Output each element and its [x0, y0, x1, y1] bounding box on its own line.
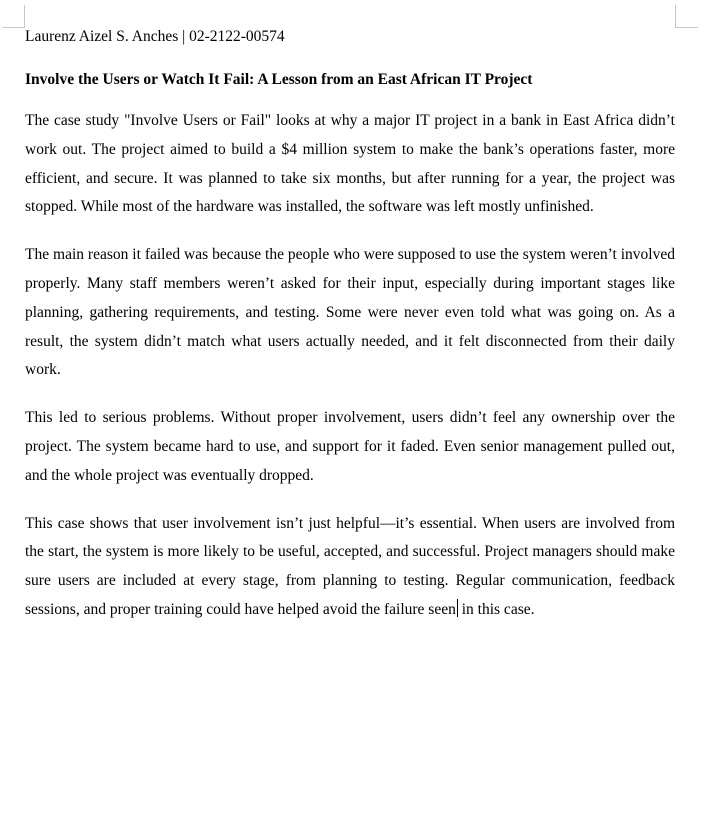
crop-mark-top-right [675, 5, 698, 28]
paragraph-4-text-end: in this case. [457, 600, 535, 618]
paragraph-4-text-start: This case shows that user involvement isn’t just helpful—it’s essential. When users are involved from the start, the system is more likely to be useful, accepted, and successful. Project managers should make sure users are included at every stage, from planning to testing. Regular communication, feedback sessions, and proper training could have helped avoid the failure seen [25, 514, 675, 618]
document-page[interactable] [25, 26, 675, 625]
paragraph-2: The main reason it failed was because the people who were supposed to use the system weren’t involved properly. Many staff members weren’t asked for their input, especially during important stages like planning, gathering requirements, and testing. Some were never even told what was going on. As a result, the system didn’t match what users actually needed, and it felt disconnected from their daily work. [25, 246, 675, 379]
document-title: Involve the Users or Watch It Fail: A Lesson from an East African IT Project [25, 71, 533, 88]
paragraph-4 [25, 510, 675, 625]
paragraph-1: The case study "Involve Users or Fail" looks at why a major IT project in a bank in East Africa didn’t work out. The project aimed to build a $4 million system to make the bank’s operations faster, more efficient, and secure. It was planned to take six months, but after running for a year, the project was stopped. While most of the hardware was installed, the software was left mostly unfinished. [25, 112, 675, 216]
paragraph-3: This led to serious problems. Without proper involvement, users didn’t feel any ownership over the project. The system became hard to use, and support for it faded. Even senior management pulled out, and the whole project was eventually dropped. [25, 409, 675, 484]
author-line: Laurenz Aizel S. Anches | 02-2122-00574 [25, 28, 285, 45]
crop-mark-top-left [2, 5, 25, 28]
